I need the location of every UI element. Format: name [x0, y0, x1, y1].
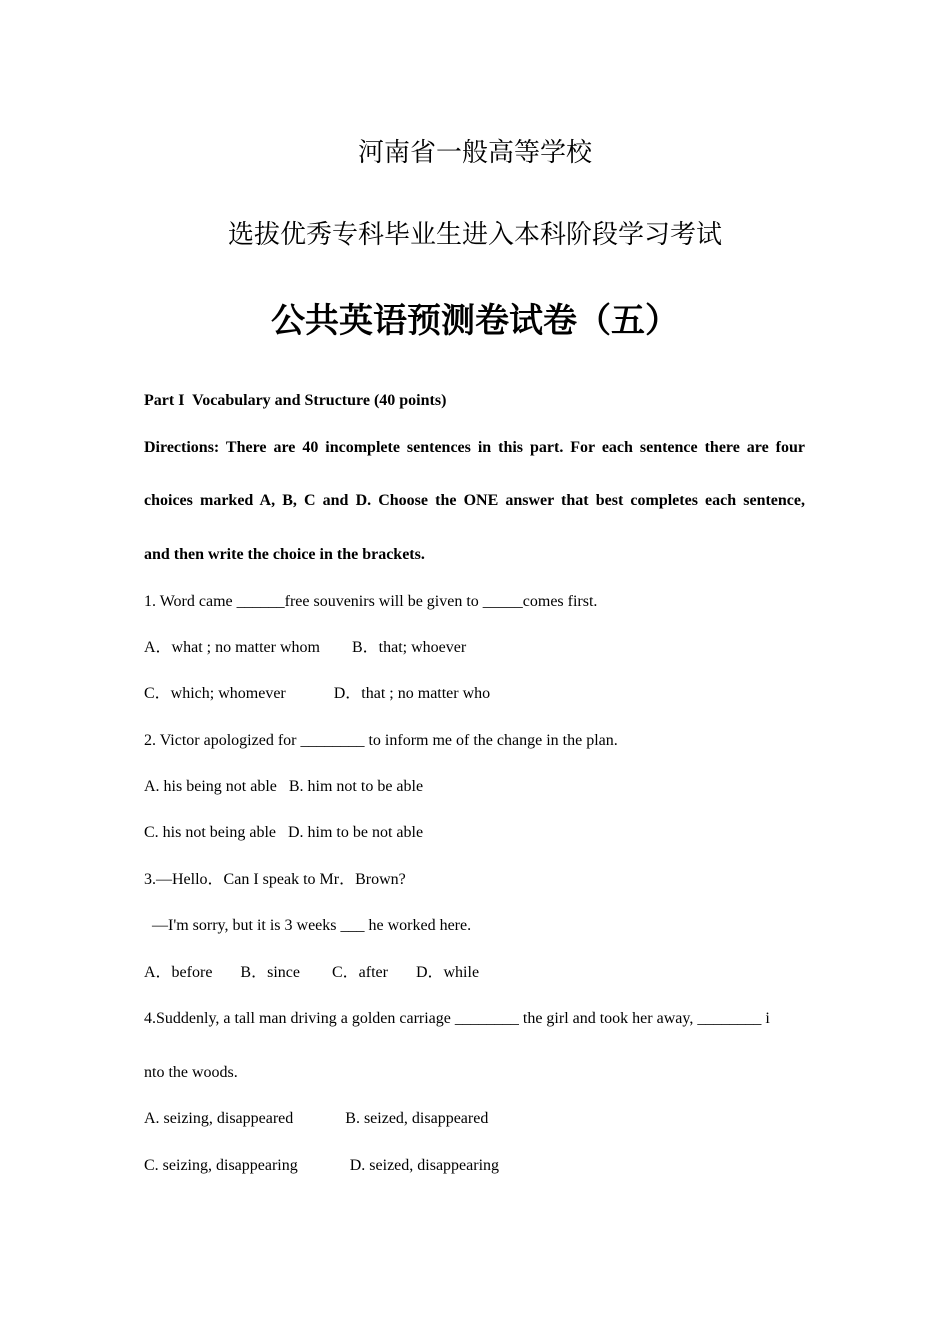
question-stem: —I'm sorry, but it is 3 weeks ___ he worked here.	[144, 917, 472, 934]
title-paper: 公共英语预测卷试卷（五）	[271, 301, 679, 341]
directions-line: Directions: There are 40 incomplete sentences in this part. For each sentence there are four	[144, 439, 805, 456]
question-stem: 1. Word came ______free souvenirs will be given to _____comes first.	[144, 593, 598, 610]
title-exam: 选拔优秀专科毕业生进入本科阶段学习考试	[227, 220, 722, 250]
question-stem: 2. Victor apologized for ________ to inform me of the change in the plan.	[144, 732, 618, 749]
directions-line: and then write the choice in the brackets.	[144, 546, 425, 563]
question-options: C. his not being able D. him to be not able	[144, 824, 424, 841]
directions-line: choices marked A, B, C and D. Choose the ONE answer that best completes each sentence,	[144, 492, 805, 509]
question-options: C. seizing, disappearing D. seized, disappearing	[144, 1157, 500, 1174]
part-heading: Part I Vocabulary and Structure (40 points)	[144, 392, 447, 409]
question-stem: nto the woods.	[144, 1064, 238, 1081]
question-stem: 4.Suddenly, a tall man driving a golden carriage ________ the girl and took her away, ________ i	[144, 1010, 770, 1027]
question-options: A．what ; no matter whom B．that; whoever	[144, 639, 467, 656]
question-options: A．before B．since C．after D．while	[144, 964, 480, 981]
question-options: A. his being not able B. him not to be able	[144, 778, 424, 795]
title-province: 河南省一般高等学校	[357, 138, 592, 168]
question-stem: 3.—Hello．Can I speak to Mr．Brown?	[144, 871, 406, 888]
question-options: C．which; whomever D．that ; no matter who	[144, 685, 491, 702]
question-options: A. seizing, disappeared B. seized, disappeared	[144, 1110, 489, 1127]
